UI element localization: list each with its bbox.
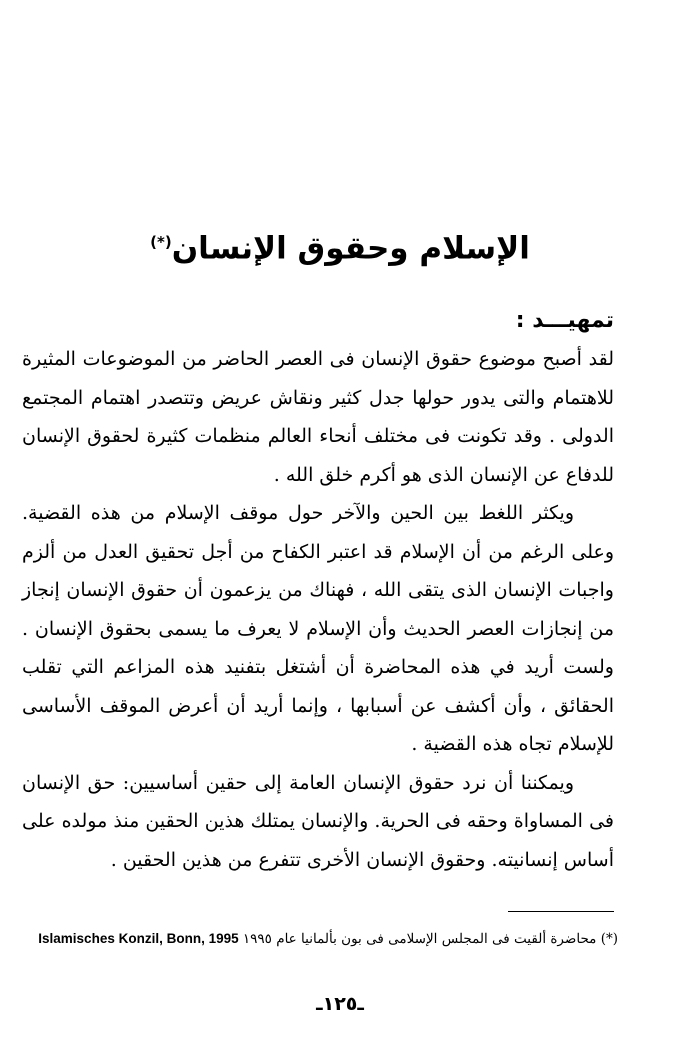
- page-title: [0, 220, 680, 270]
- footnote: [18, 926, 618, 952]
- footnote-arabic-text: محاضرة ألقيت فى المجلس الإسلامى فى بون بألمانيا عام ١٩٩٥: [242, 931, 597, 947]
- section-heading: تمهيـــد :: [515, 308, 614, 333]
- body-text: [22, 340, 614, 879]
- title-text: الإسلام وحقوق الإنسان: [171, 230, 530, 267]
- title-footnote-marker: (*): [150, 233, 172, 251]
- footnote-divider: [508, 911, 614, 912]
- paragraph-1: لقد أصبح موضوع حقوق الإنسان فى العصر الحاضر من الموضوعات المثيرة للاهتمام والتى يدور حولها جدل كثير ونقاش عريض وتتصدر اهتمام المجتمع الدولى . وقد تكونت فى مختلف أنحاء العالم منظمات كثيرة لحقوق الإنسان للدفاع عن الإنسان الذى هو أكرم خلق الله .: [22, 348, 614, 486]
- paragraph-3: ويمكننا أن نرد حقوق الإنسان العامة إلى حقين أساسيين: حق الإنسان فى المساواة وحقه فى الحرية. والإنسان يمتلك هذين الحقين منذ مولده على أساس إنسانيته. وحقوق الإنسان الأخرى تتفرع من هذين الحقين .: [22, 771, 614, 871]
- footnote-marker: (*): [600, 931, 618, 947]
- footnote-latin-text: Islamisches Konzil, Bonn, 1995: [38, 931, 239, 946]
- paragraph-2: ويكثر اللغط بين الحين والآخر حول موقف الإسلام من هذه القضية. وعلى الرغم من أن الإسلام قد اعتبر الكفاح من أجل تحقيق العدل من ألزم واجبات الإنسان الذى يتقى الله ، فهناك من يزعمون أن حقوق الإنسان إنجاز من إنجازات العصر الحديث وأن الإسلام لا يعرف ما يسمى بحقوق الإنسان . ولست أريد في هذه المحاضرة أن أشتغل بتفنيد هذه المزاعم التي تقلب الحقائق ، وأن أكشف عن أسبابها ، وإنما أريد أن أعرض الموقف الأساسى للإسلام تجاه هذه القضية .: [22, 502, 614, 755]
- page-number: ـ١٢٥ـ: [316, 993, 364, 1015]
